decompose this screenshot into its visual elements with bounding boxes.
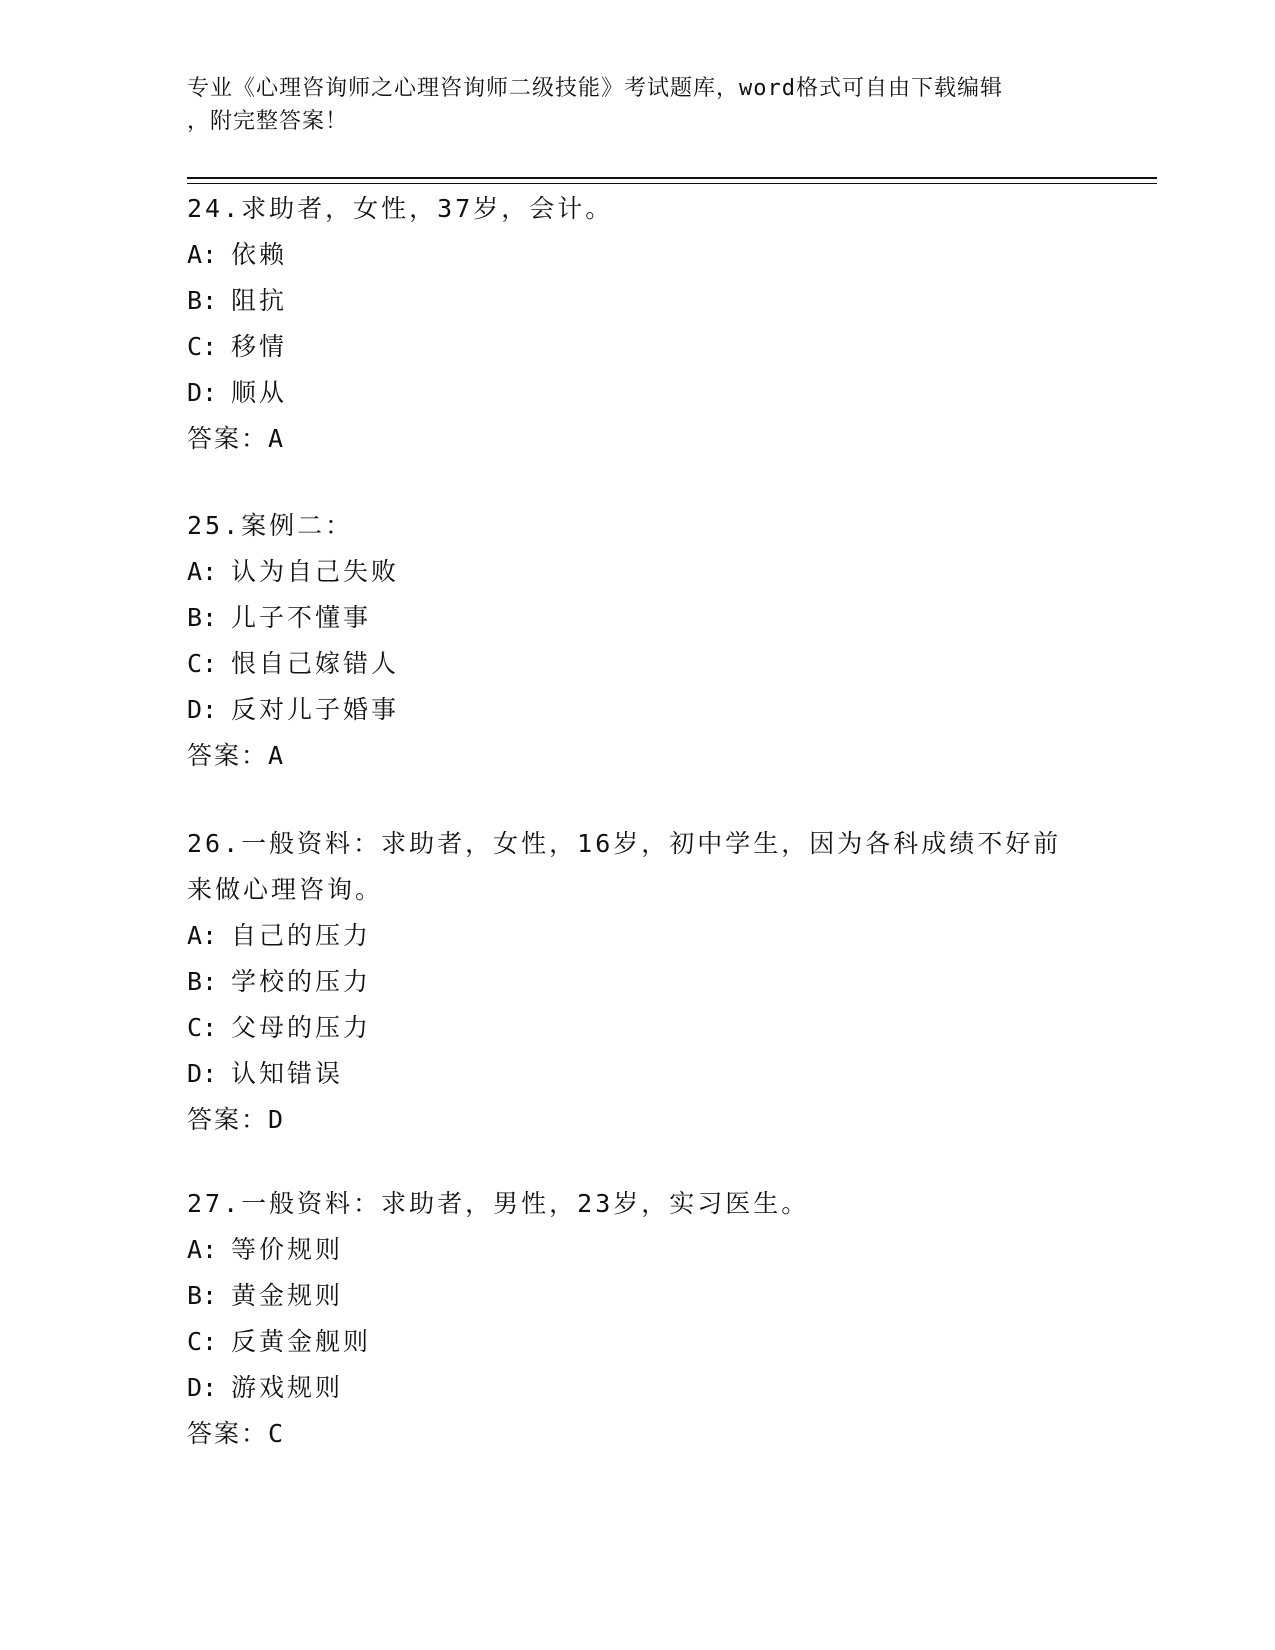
option-letter: D: (187, 1059, 218, 1088)
option-d (187, 370, 1087, 416)
option-text: 黄金规则 (231, 1281, 344, 1310)
answer-line (187, 733, 1087, 779)
answer-value: A (268, 741, 284, 770)
option-d (187, 1051, 1087, 1097)
option-letter: D: (187, 378, 218, 407)
option-letter: B: (187, 1281, 218, 1310)
option-c (187, 641, 1087, 687)
answer-label: 答案： (187, 424, 269, 453)
question-stem: 25.案例二： (187, 511, 354, 540)
answer-line (187, 1411, 1087, 1457)
option-c (187, 1005, 1087, 1051)
option-b (187, 278, 1087, 324)
answer-line (187, 1097, 1087, 1143)
option-b (187, 959, 1087, 1005)
option-d (187, 687, 1087, 733)
option-text: 父母的压力 (231, 1013, 372, 1042)
option-b (187, 595, 1087, 641)
option-letter: D: (187, 1373, 218, 1402)
answer-value: A (268, 424, 284, 453)
answer-value: C (268, 1419, 284, 1448)
option-text: 自己的压力 (231, 921, 372, 950)
answer-label: 答案： (187, 1419, 269, 1448)
option-letter: B: (187, 967, 218, 996)
option-text: 儿子不懂事 (231, 603, 372, 632)
option-text: 移情 (231, 332, 288, 361)
option-letter: B: (187, 603, 218, 632)
option-letter: D: (187, 695, 218, 724)
question-stem: 27.一般资料：求助者，男性，23岁，实习医生。 (187, 1189, 810, 1218)
option-text: 游戏规则 (231, 1373, 344, 1402)
answer-label: 答案： (187, 741, 269, 770)
option-letter: C: (187, 332, 218, 361)
option-a (187, 1227, 1087, 1273)
header-line-2: ，附完整答案！ (187, 109, 349, 134)
option-letter: B: (187, 286, 218, 315)
option-c (187, 1319, 1087, 1365)
header-divider-thin (187, 183, 1157, 184)
option-a (187, 549, 1087, 595)
document-header (187, 72, 1087, 138)
option-letter: A: (187, 921, 218, 950)
option-text: 反对儿子婚事 (231, 695, 400, 724)
option-letter: A: (187, 1235, 218, 1264)
option-text: 等价规则 (231, 1235, 344, 1264)
question-24 (187, 186, 1087, 462)
option-text: 反黄金舰则 (231, 1327, 372, 1356)
answer-label: 答案： (187, 1105, 269, 1134)
option-text: 认为自己失败 (231, 557, 400, 586)
header-line-1: 专业《心理咨询师之心理咨询师二级技能》考试题库，word格式可自由下载编辑 (187, 76, 1003, 101)
option-letter: C: (187, 1327, 218, 1356)
option-letter: A: (187, 557, 218, 586)
option-text: 恨自己嫁错人 (231, 649, 400, 678)
question-stem: 26.一般资料：求助者，女性，16岁，初中学生，因为各科成绩不好前来做心理咨询。 (187, 829, 1062, 904)
option-text: 学校的压力 (231, 967, 372, 996)
question-26 (187, 821, 1087, 1143)
question-25 (187, 503, 1087, 779)
question-stem: 24.求助者，女性，37岁，会计。 (187, 194, 614, 223)
option-b (187, 1273, 1087, 1319)
option-c (187, 324, 1087, 370)
option-letter: C: (187, 649, 218, 678)
option-text: 认知错误 (231, 1059, 344, 1088)
option-a (187, 232, 1087, 278)
option-text: 阻抗 (231, 286, 288, 315)
header-divider-thick (187, 177, 1157, 179)
option-text: 顺从 (231, 378, 288, 407)
option-letter: C: (187, 1013, 218, 1042)
answer-value: D (268, 1105, 284, 1134)
option-a (187, 913, 1087, 959)
option-d (187, 1365, 1087, 1411)
question-27 (187, 1181, 1087, 1457)
answer-line (187, 416, 1087, 462)
option-letter: A: (187, 240, 218, 269)
option-text: 依赖 (231, 240, 288, 269)
